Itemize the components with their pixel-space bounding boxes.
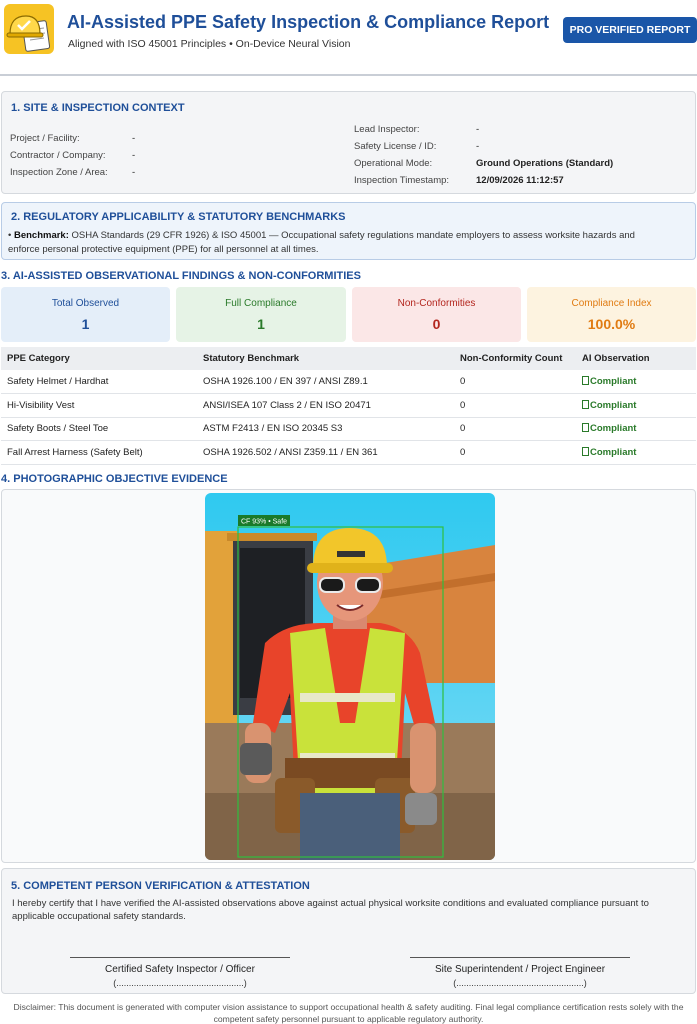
table-row	[1, 441, 696, 465]
full-compliance-label: Full Compliance	[225, 298, 297, 309]
evidence-panel	[1, 489, 696, 863]
observation-text: Compliant	[590, 446, 637, 458]
site-section-title: 1. SITE & INSPECTION CONTEXT	[11, 102, 185, 114]
total-observed-card	[1, 287, 170, 342]
evidence-section-title: 4. PHOTOGRAPHIC OBJECTIVE EVIDENCE	[1, 473, 228, 485]
evidence-photo	[205, 493, 495, 860]
benchmark-text: • Benchmark: OSHA Standards (29 CFR 1926) & ISO 45001 — Occupational safety regulations mandate employers to assess worksite hazards and enforce personal protective equipment (PPE) for all personnel at all times.	[8, 230, 635, 255]
check-icon	[582, 423, 589, 432]
attestation-text: I hereby certify that I have verified the AI-assisted observations above against actual physical worksite conditions and evaluated compliance pursuant to applicable occupational safety standards.	[12, 898, 649, 922]
check-icon	[582, 400, 589, 409]
regulatory-section-title: 2. REGULATORY APPLICABILITY & STATUTORY BENCHMARKS	[11, 211, 346, 223]
ppe-category-cell: Safety Boots / Steel Toe	[1, 417, 197, 441]
report-title: AI-Assisted PPE Safety Inspection & Compliance Report	[67, 12, 550, 32]
col-ppe-category: PPE Category	[1, 347, 197, 370]
col-non-conformity-count: Non-Conformity Count	[454, 347, 576, 370]
benchmark-cell: ANSI/ISEA 107 Class 2 / EN ISO 20471	[197, 394, 454, 418]
ppe-findings-table	[1, 347, 696, 465]
regulatory-panel	[1, 202, 696, 260]
attestation-panel	[1, 868, 696, 994]
observation-cell	[576, 441, 696, 465]
check-icon	[582, 376, 589, 385]
site-context-panel	[1, 91, 696, 194]
inspector-value: -	[476, 124, 480, 135]
contractor-value: -	[132, 150, 136, 161]
compliance-index-value: 100.0%	[587, 316, 636, 332]
table-row	[1, 417, 696, 441]
timestamp-label: Inspection Timestamp:	[354, 175, 450, 186]
ppe-category-cell: Hi-Visibility Vest	[1, 394, 197, 418]
table-row	[1, 370, 696, 394]
pro-verified-badge[interactable]: PRO VERIFIED REPORT	[563, 17, 697, 43]
total-observed-value: 1	[81, 316, 90, 332]
superintendent-signature-line[interactable]	[410, 957, 630, 958]
zone-value: -	[132, 167, 136, 178]
report-subtitle: Aligned with ISO 45001 Principles • On-Device Neural Vision	[68, 38, 351, 50]
attestation-section-title: 5. COMPETENT PERSON VERIFICATION & ATTESTATION	[11, 880, 310, 892]
compliance-index-label: Compliance Index	[571, 298, 652, 309]
observation-cell	[576, 417, 696, 441]
benchmark-cell: OSHA 1926.502 / ANSI Z359.11 / EN 361	[197, 441, 454, 465]
full-compliance-card	[176, 287, 346, 342]
check-icon	[582, 447, 589, 456]
benchmark-cell: OSHA 1926.100 / EN 397 / ANSI Z89.1	[197, 370, 454, 394]
count-cell: 0	[454, 441, 576, 465]
hardhat-logo-icon	[4, 4, 54, 54]
disclaimer-text: Disclaimer: This document is generated with computer vision assistance to support occupational health & safety auditing. Final legal compliance certification rests solely with the competent safety personnel pursuant to applicable regulatory authority.	[13, 1002, 684, 1024]
full-compliance-value: 1	[257, 316, 265, 332]
col-statutory-benchmark: Statutory Benchmark	[197, 347, 454, 370]
benchmark-description: OSHA Standards (29 CFR 1926) & ISO 45001 — Occupational safety regulations mandate employers to assess worksite hazards and enforce personal protective equipment (PPE) for all personnel at all times.	[8, 230, 635, 255]
inspector-signature-blank: (...................................................)	[113, 978, 247, 988]
non-conformities-value: 0	[432, 316, 441, 332]
superintendent-signature-title: Site Superintendent / Project Engineer	[434, 964, 606, 975]
non-conformities-card	[352, 287, 521, 342]
mode-value: Ground Operations (Standard)	[476, 158, 614, 169]
superintendent-signature-blank: (...................................................)	[453, 978, 587, 988]
observation-cell	[576, 370, 696, 394]
inspector-signature-title: Certified Safety Inspector / Officer	[105, 964, 255, 975]
count-cell: 0	[454, 394, 576, 418]
project-label: Project / Facility:	[10, 133, 80, 144]
table-row	[1, 394, 696, 418]
project-value: -	[132, 133, 136, 144]
non-conformities-label: Non-Conformities	[397, 298, 476, 309]
benchmark-label: Benchmark:	[13, 230, 69, 241]
ppe-category-cell: Safety Helmet / Hardhat	[1, 370, 197, 394]
observation-text: Compliant	[590, 423, 637, 435]
table-header-row	[1, 347, 696, 370]
report-header	[0, 0, 697, 76]
count-cell: 0	[454, 370, 576, 394]
benchmark-cell: ASTM F2413 / EN ISO 20345 S3	[197, 417, 454, 441]
observation-text: Compliant	[590, 399, 637, 411]
zone-label: Inspection Zone / Area:	[10, 167, 108, 178]
ppe-category-cell: Fall Arrest Harness (Safety Belt)	[1, 441, 197, 465]
findings-section-title: 3. AI-ASSISTED OBSERVATIONAL FINDINGS & NON-CONFORMITIES	[1, 270, 361, 282]
detection-label: CF 93% • Safe	[241, 518, 288, 526]
license-label: Safety License / ID:	[354, 141, 437, 152]
col-ai-observation: AI Observation	[576, 347, 696, 370]
compliance-index-card	[527, 287, 696, 342]
mode-label: Operational Mode:	[354, 158, 433, 169]
timestamp-value: 12/09/2026 11:12:57	[476, 175, 564, 186]
inspector-label: Lead Inspector:	[354, 124, 420, 135]
observation-cell	[576, 394, 696, 418]
inspector-signature-line[interactable]	[70, 957, 290, 958]
count-cell: 0	[454, 417, 576, 441]
total-observed-label: Total Observed	[51, 298, 120, 309]
contractor-label: Contractor / Company:	[10, 150, 106, 161]
observation-text: Compliant	[590, 376, 637, 387]
license-value: -	[476, 141, 480, 152]
